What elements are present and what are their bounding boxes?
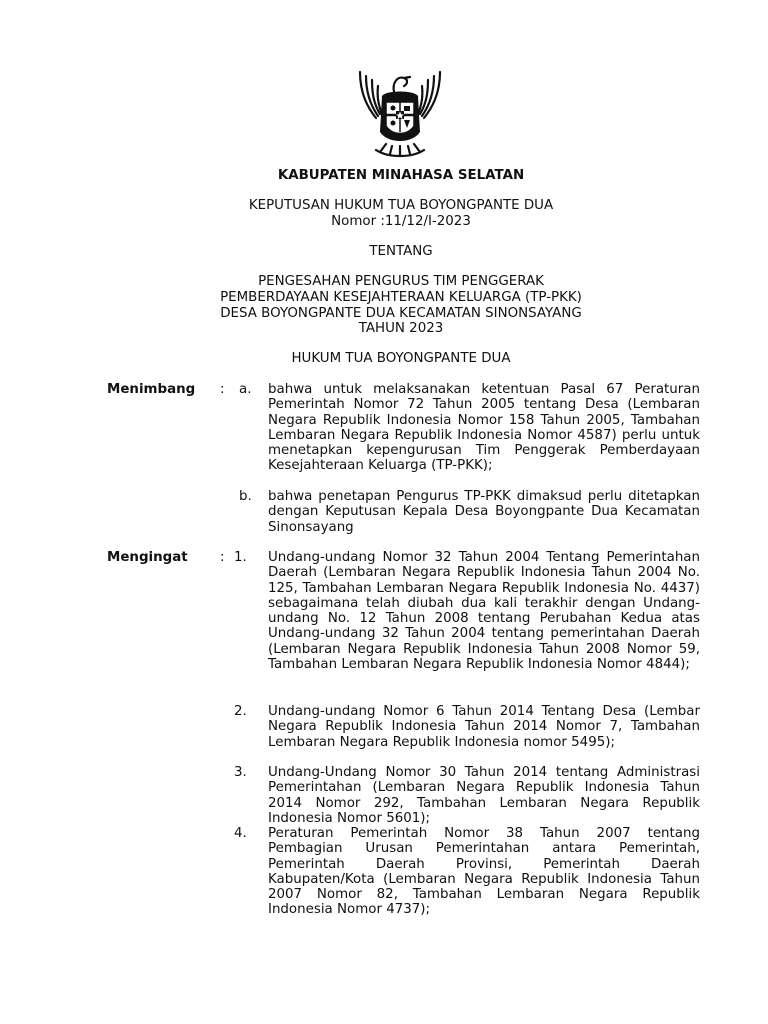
decree-title: KEPUTUSAN HUKUM TUA BOYONGPANTE DUA xyxy=(248,198,554,213)
list-marker: 3. xyxy=(234,765,247,780)
menimbang-label: Menimbang xyxy=(107,382,196,397)
list-marker: 4. xyxy=(234,826,247,841)
decree-number: Nomor :11/12/I-2023 xyxy=(331,214,471,229)
list-marker: 2. xyxy=(234,704,247,719)
garuda-emblem-icon xyxy=(346,58,454,166)
subject-line: PENGESAHAN PENGURUS TIM PENGGERAK xyxy=(258,274,544,289)
menimbang-item-a: bahwa untuk melaksanakan ketentuan Pasal 67 Peraturan Pemerintah Nomor 72 Tahun 2005 tentang Desa (Lembaran Negara Republik Indonesia Nomor 158 Tahun 2005, Tambahan Lembaran Negara Republik Indonesia Nomor 4587) perlu untuk menetapkan kepengurusan Tim Penggerak Pemberdayaan Kesejahteraan Keluarga (TP-PKK); xyxy=(268,382,700,474)
subject-line: DESA BOYONGPANTE DUA KECAMATAN SINONSAYANG xyxy=(220,306,582,321)
list-marker: b. xyxy=(239,489,252,504)
issuer-heading: HUKUM TUA BOYONGPANTE DUA xyxy=(291,351,511,366)
about-heading: TENTANG xyxy=(369,244,433,259)
list-marker: 1. xyxy=(234,550,247,565)
mengingat-item-3: Undang-Undang Nomor 30 Tahun 2014 tentang Administrasi Pemerintahan (Lembaran Negara Republik Indonesia Tahun 2014 Nomor 292, Tambahan Lembaran Negara Republik Indonesia Nomor 5601); xyxy=(268,765,700,826)
subject-line: PEMBERDAYAAN KESEJAHTERAAN KELUARGA (TP-PKK) xyxy=(220,290,582,305)
mengingat-colon: : xyxy=(220,550,225,565)
mengingat-item-1: Undang-undang Nomor 32 Tahun 2004 Tentang Pemerintahan Daerah (Lembaran Negara Republik Indonesia Tahun 2004 No. 125, Tambahan Lembaran Negara Republik Indonesia No. 4437) sebagaimana telah diubah dua kali terakhir dengan Undang-undang No. 12 Tahun 2008 tentang Perubahan Kedua atas Undang-undang 32 Tahun 2004 tentang pemerintahan Daerah (Lembaran Negara Republik Indonesia Tahun 2008 Nomor 59, Tambahan Lembaran Negara Republik Indonesia Nomor 4844); xyxy=(268,550,700,673)
regency-title: KABUPATEN MINAHASA SELATAN xyxy=(277,168,525,183)
menimbang-item-b: bahwa penetapan Pengurus TP-PKK dimaksud perlu ditetapkan dengan Keputusan Kepala Desa Boyongpante Dua Kecamatan Sinonsayang xyxy=(268,489,700,535)
mengingat-label: Mengingat xyxy=(107,550,188,565)
mengingat-item-2: Undang-undang Nomor 6 Tahun 2014 Tentang Desa (Lembar Negara Republik Indonesia Tahun 2014 Nomor 7, Tambahan Lembaran Negara Republik Indonesia nomor 5495); xyxy=(268,704,700,750)
menimbang-colon: : xyxy=(220,382,225,397)
list-marker: a. xyxy=(239,382,252,397)
subject-line: TAHUN 2023 xyxy=(358,321,444,336)
mengingat-item-4: Peraturan Pemerintah Nomor 38 Tahun 2007 tentang Pembagian Urusan Pemerintahan antara Pemerintah, Pemerintah Daerah Provinsi, Pemerintah Daerah Kabupaten/Kota (Lembaran Negara Republik Indonesia Tahun 2007 Nomor 82, Tambahan Lembaran Negara Republik Indonesia Nomor 4737); xyxy=(268,826,700,918)
